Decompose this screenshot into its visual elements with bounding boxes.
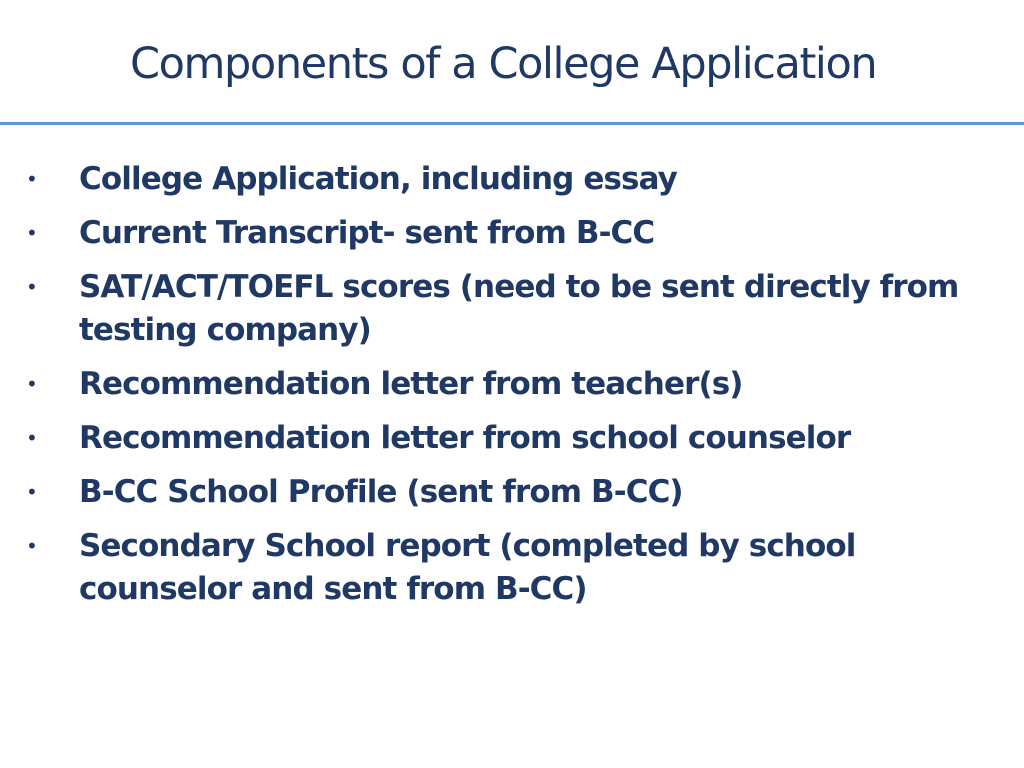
bullet-text: College Application, including essay xyxy=(79,161,677,197)
list-item xyxy=(0,266,1024,352)
list-item xyxy=(0,471,1024,514)
bullet-text: B-CC School Profile (sent from B-CC) xyxy=(79,474,683,510)
list-item xyxy=(0,363,1024,406)
bullet-icon: • xyxy=(26,275,38,299)
bullet-text: Recommendation letter from teacher(s) xyxy=(79,366,743,402)
list-item xyxy=(0,212,1024,255)
bullet-icon: • xyxy=(26,167,38,191)
bullet-text: Recommendation letter from school counselor xyxy=(79,420,851,456)
bullet-icon: • xyxy=(26,372,38,396)
bullet-icon: • xyxy=(26,480,38,504)
title-divider xyxy=(0,122,1024,125)
bullet-icon: • xyxy=(26,534,38,558)
list-item xyxy=(0,525,1024,611)
bullet-text: Secondary School report (completed by school counselor and sent from B-CC) xyxy=(79,528,856,607)
list-item xyxy=(0,417,1024,460)
bullet-icon: • xyxy=(26,426,38,450)
bullet-text: Current Transcript- sent from B-CC xyxy=(79,215,655,251)
list-item xyxy=(0,158,1024,201)
bullet-text: SAT/ACT/TOEFL scores (need to be sent directly from testing company) xyxy=(79,269,959,348)
bullet-icon: • xyxy=(26,221,38,245)
bullet-list xyxy=(0,158,1024,622)
slide-title: Components of a College Application xyxy=(130,39,877,89)
